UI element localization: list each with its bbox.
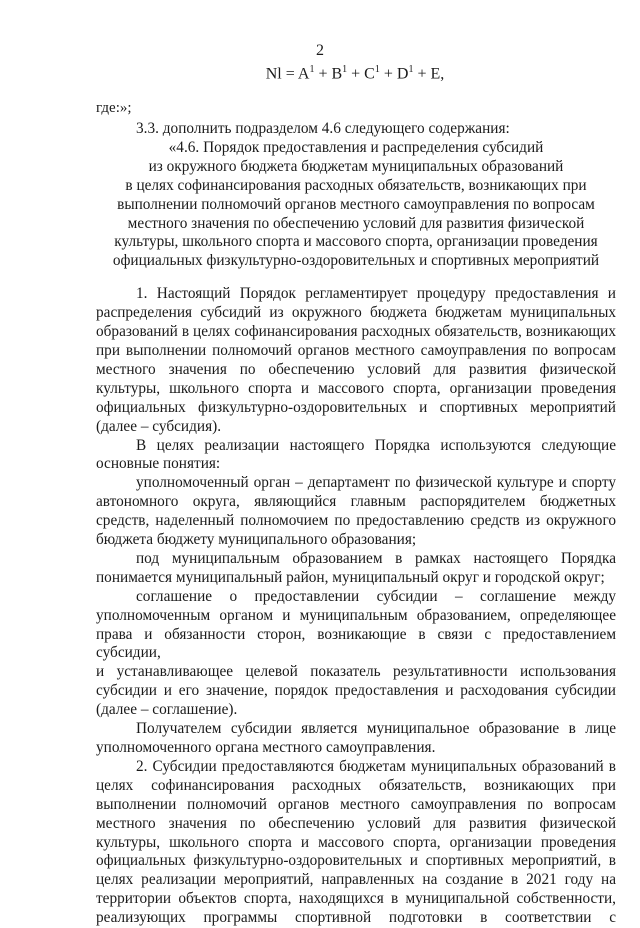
text-line: уполномоченного органа местного самоуправления. (96, 739, 436, 756)
text-line: 2. Субсидии предоставляются бюджетам муниципальных образований в (136, 757, 616, 775)
text-line: соглашение о предоставлении субсидии – соглашение между (136, 587, 616, 605)
text-line: бюджета бюджету муниципального образования; (96, 531, 417, 549)
text-line: средств, наделенный полномочием по предоставлению средств из окружного (96, 512, 616, 530)
formula (0, 64, 640, 83)
paragraph-3 (96, 474, 616, 550)
text-line: В целях реализации настоящего Порядка используются следующие (136, 436, 616, 454)
text-line: права и обязанности сторон, возникающие в связи с предоставлением субсидии, (96, 625, 616, 662)
paragraph-7 (96, 758, 616, 928)
text-line: автономного округа, являющийся главным распорядителем бюджетных (96, 493, 616, 511)
heading-line: местного значения по обеспечению условий для развития физической (127, 214, 585, 232)
text-line: образований в целях софинансирования расходных обязательств, возникающих (96, 323, 616, 341)
formula-sup: 1 (374, 64, 380, 75)
page-number: 2 (316, 42, 324, 59)
heading-line: в целях софинансирования расходных обязательств, возникающих при (125, 176, 587, 194)
text-line: целях реализации мероприятий, направленных на создание в 2021 году на (96, 871, 616, 889)
section-heading (96, 139, 616, 271)
formula-sup: 1 (408, 64, 414, 75)
text-line: официальных физкультурно-оздоровительных и спортивных мероприятий, в (96, 852, 616, 870)
text-line: 1. Настоящий Порядок регламентирует процедуру предоставления и (136, 285, 616, 303)
heading-line: из окружного бюджета бюджетам муниципальных образований (148, 157, 564, 175)
paragraph-4 (96, 550, 616, 588)
text-line: территории объектов спорта, находящихся в муниципальной собственности, (96, 890, 616, 908)
heading-line: «4.6. Порядок предоставления и распределения субсидий (168, 138, 544, 156)
text-line: культуры, школьного спорта и массового спорта, организации проведения (96, 833, 616, 851)
formula-term: + B (314, 65, 343, 83)
text-line: уполномоченным органом и муниципальным образованием, определяющее (96, 606, 616, 624)
text-line: уполномоченный орган – департамент по физической культуре и спорту (136, 474, 616, 492)
heading-line: культуры, школьного спорта и массового спорта, организации проведения (114, 233, 598, 251)
text-line: при выполнении полномочий органов местного самоуправления по вопросам (96, 341, 616, 359)
text-line: основные понятия: (96, 455, 221, 473)
text-line: культуры, школьного спорта и массового спорта, организации проведения (96, 379, 616, 397)
text-line: выполнении полномочий органов местного самоуправления по вопросам (96, 795, 616, 813)
text-line: под муниципальным образованием в рамках настоящего Порядка (136, 549, 616, 567)
text-line: понимается муниципальный район, муниципальный округ и городской округ; (96, 568, 605, 586)
text-line: реализующих программы спортивной подготовки в соответствии с (96, 909, 616, 927)
text-line: (далее – субсидия). (96, 417, 222, 435)
where-label: где:»; (96, 100, 132, 116)
formula-term: + E, (413, 65, 445, 83)
formula-sup: 1 (309, 64, 315, 75)
text-line: субсидии и его значение, порядок предоставления и расходования субсидии (96, 682, 616, 700)
heading-line: официальных физкультурно-оздоровительных и спортивных мероприятий (112, 252, 600, 270)
formula-lhs: Nl = A (265, 65, 310, 83)
paragraph-5 (96, 588, 616, 720)
text-line: Получателем субсидии является муниципальное образование в лице (136, 720, 616, 738)
text-line: распределения субсидий из окружного бюджета бюджетам муниципальных (96, 304, 616, 322)
paragraph-1 (96, 285, 616, 436)
formula-sup: 1 (342, 64, 348, 75)
paragraph-6 (96, 720, 616, 758)
intro-line: 3.3. дополнить подразделом 4.6 следующего содержания: (136, 120, 510, 137)
text-line: и устанавливающее целевой показатель результативности использования (96, 663, 616, 681)
formula-term: + C (347, 65, 375, 83)
document-body (96, 120, 616, 928)
text-line: официальных физкультурно-оздоровительных и спортивных мероприятий (96, 398, 616, 416)
paragraph-2 (96, 437, 616, 475)
text-line: местного значения по обеспечению условий для развития физической (96, 360, 616, 378)
heading-line: выполнении полномочий органов местного самоуправления по вопросам (117, 195, 595, 213)
text-line: целях софинансирования расходных обязательств, возникающих при (96, 776, 616, 794)
text-line: местного значения по обеспечению условий для развития физической (96, 814, 616, 832)
formula-term: + D (379, 65, 409, 83)
text-line: (далее – соглашение). (96, 701, 238, 719)
